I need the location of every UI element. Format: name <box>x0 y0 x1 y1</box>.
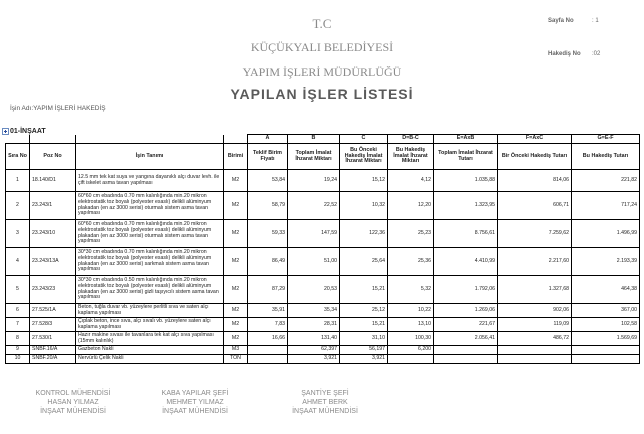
header-municipality: KÜÇÜKYALI BELEDİYESİ <box>250 40 394 54</box>
cell-bu-tutar <box>572 346 640 355</box>
cell-onceki-miktar: 3,921 <box>340 355 388 364</box>
cell-onceki-miktar: 15,12 <box>340 170 388 192</box>
cell-onceki-miktar: 10,32 <box>340 192 388 220</box>
cell-onceki-miktar: 122,36 <box>340 220 388 248</box>
cell-onceki-miktar: 25,64 <box>340 248 388 276</box>
cell-poz: 23.243/13A <box>30 248 76 276</box>
works-table-body <box>6 170 640 364</box>
cell-toplam-miktar: 22,52 <box>288 192 340 220</box>
cell-toplam-miktar: 35,34 <box>288 304 340 318</box>
cell-tanim: 60*60 cm ebadında 0.70 mm kalınlığında min.20 mikron elektrostatik toz boyalı (polyester esaslı) delikli alüminyum plakadan (en az 3000 serisi) oturmalı sistem asma tavan yapılması <box>76 192 224 220</box>
cell-sira: 1 <box>6 170 30 192</box>
cell-birim: TON <box>224 355 248 364</box>
cell-toplam-miktar: 62,397 <box>288 346 340 355</box>
table-row <box>6 248 640 276</box>
table-row <box>6 355 640 364</box>
cell-tanim: Hazır makine sıvası ile tavanlara tek kat alçı sıva yapılması (15mm kalınlık) <box>76 332 224 346</box>
cell-poz: SNBF.20/A <box>30 355 76 364</box>
signature-name: AHMET BERK <box>302 399 348 406</box>
signature-role: İNŞAAT MÜHENDİSİ <box>292 408 358 415</box>
cell-bu-tutar: 1.496,99 <box>572 220 640 248</box>
cell-tanim: Beton, tuğla duvar vb. yüzeylere perlitli sıva ve saten alçı kaplama yapılması <box>76 304 224 318</box>
table-row <box>6 220 640 248</box>
cell-birim: M2 <box>224 304 248 318</box>
cell-poz: 18.140/D1 <box>30 170 76 192</box>
table-row <box>6 304 640 318</box>
cell-toplam-miktar: 131,40 <box>288 332 340 346</box>
cell-tanim: 30*30 cm ebadında 0.50 mm kalınlığında min.20 mikron elektrostatik toz boyalı (polyester esaslı) delikli alüminyum plakadan (en az 3000 serisi) gizli taşıyıcılı sistem asma tavan yapılması <box>76 276 224 304</box>
cell-bu-tutar: 1.569,69 <box>572 332 640 346</box>
cell-bu-tutar <box>572 355 640 364</box>
cell-poz: 27.528/3 <box>30 318 76 332</box>
formula-cell: F=AxC <box>498 135 572 144</box>
cell-onceki-tutar: 814,06 <box>498 170 572 192</box>
cell-bu-miktar: 5,32 <box>388 276 434 304</box>
cell-bu-miktar: 4,12 <box>388 170 434 192</box>
cell-bu-miktar: 25,23 <box>388 220 434 248</box>
cell-onceki-tutar: 486,72 <box>498 332 572 346</box>
cell-onceki-miktar: 15,21 <box>340 276 388 304</box>
cell-sira: 5 <box>6 276 30 304</box>
cell-birim-fiyat: 35,91 <box>248 304 288 318</box>
cell-bu-miktar: 12,20 <box>388 192 434 220</box>
cell-bu-miktar: 13,10 <box>388 318 434 332</box>
hakedis-number-label: Hakediş No <box>548 51 581 57</box>
cell-birim-fiyat: 86,49 <box>248 248 288 276</box>
cell-toplam-tutar: 1.323,95 <box>434 192 498 220</box>
cell-birim: M2 <box>224 220 248 248</box>
cell-bu-tutar: 221,82 <box>572 170 640 192</box>
cell-toplam-tutar <box>434 355 498 364</box>
cell-tanim: Gazbeton Nakli <box>76 346 224 355</box>
formula-cell: D=B-C <box>388 135 434 144</box>
document-title: YAPILAN İŞLER LİSTESİ <box>230 86 414 102</box>
cell-poz: 23.243/1 <box>30 192 76 220</box>
cell-onceki-tutar: 1.327,68 <box>498 276 572 304</box>
cell-birim: M2 <box>224 248 248 276</box>
cell-tanim: 12.5 mm tek kat suya ve yangına dayanıklı alçı duvar levh. ile çift iskelet asma tavan yapılması <box>76 170 224 192</box>
signature-block-control <box>18 389 128 416</box>
cell-toplam-tutar: 4.410,99 <box>434 248 498 276</box>
page-number-label: Sayfa No <box>548 18 574 24</box>
cell-birim: M2 <box>224 192 248 220</box>
cell-sira: 7 <box>6 318 30 332</box>
table-row <box>6 170 640 192</box>
table-row <box>6 332 640 346</box>
cell-toplam-tutar: 1.035,88 <box>434 170 498 192</box>
works-table <box>5 134 640 364</box>
formula-cell: E=AxB <box>434 135 498 144</box>
cell-bu-miktar: 10,22 <box>388 304 434 318</box>
signature-title: KABA YAPILAR ŞEFİ <box>161 390 229 397</box>
cell-bu-tutar: 464,38 <box>572 276 640 304</box>
page-number-value: : 1 <box>592 18 599 24</box>
cell-sira: 6 <box>6 304 30 318</box>
cell-bu-tutar: 102,58 <box>572 318 640 332</box>
signature-block-rough-works <box>140 389 250 416</box>
cell-sira: 8 <box>6 332 30 346</box>
cell-onceki-tutar <box>498 355 572 364</box>
cell-onceki-tutar: 119,09 <box>498 318 572 332</box>
job-name: İşin Adı:YAPIM İŞLERİ HAKEDİŞ <box>10 105 106 112</box>
signature-block-site-chief <box>270 389 380 416</box>
formula-cell: B <box>288 135 340 144</box>
col-header-toplam-miktar: Toplam İmalat İhzarat Miktarı <box>288 144 340 170</box>
cell-tanim: 60*60 cm ebadında 0.70 mm kalınlığında min.20 mikron elektrostatik toz boyalı (polyester esaslı) delikli alüminyum plakadan (en az 3000 serisi) oturmalı sistem asma tavan yapılması <box>76 220 224 248</box>
table-row <box>6 192 640 220</box>
formula-cell: A <box>248 135 288 144</box>
cell-bu-miktar <box>388 355 434 364</box>
cell-toplam-tutar: 8.756,61 <box>434 220 498 248</box>
col-header-bu-miktar: Bu Hakediş İmalat İhzarat Miktarı <box>388 144 434 170</box>
cell-toplam-miktar: 147,59 <box>288 220 340 248</box>
cell-sira: 3 <box>6 220 30 248</box>
cell-tanim: 30*30 cm ebadında 0.70 mm kalınlığında min.20 mikron elektrostatik toz boyalı (polyester esaslı) delikli alüminyum plakadan (en az 3000 serisi) sarkmalı sistem asma tavan yapılması <box>76 248 224 276</box>
cell-onceki-miktar: 25,12 <box>340 304 388 318</box>
cell-toplam-miktar: 28,31 <box>288 318 340 332</box>
column-header-row <box>6 144 640 170</box>
cell-onceki-tutar: 7.259,62 <box>498 220 572 248</box>
col-header-poz: Poz No <box>30 144 76 170</box>
signature-role: İNŞAAT MÜHENDİSİ <box>40 408 106 415</box>
signature-name: HASAN YILMAZ <box>47 399 99 406</box>
cell-poz: 23.243/23 <box>30 276 76 304</box>
cell-sira: 9 <box>6 346 30 355</box>
cell-birim-fiyat <box>248 346 288 355</box>
cell-birim-fiyat: 53,84 <box>248 170 288 192</box>
cell-sira: 10 <box>6 355 30 364</box>
signature-role: İNŞAAT MÜHENDİSİ <box>162 408 228 415</box>
cell-tanim: Çıplak beton, ince sıva, alçı sıvalı vb. yüzeylere saten alçı kaplama yapılması <box>76 318 224 332</box>
cell-birim-fiyat: 59,33 <box>248 220 288 248</box>
cell-birim: M2 <box>224 170 248 192</box>
table-row <box>6 346 640 355</box>
cell-onceki-miktar: 15,21 <box>340 318 388 332</box>
cell-poz: 27.530/1 <box>30 332 76 346</box>
cell-onceki-tutar: 606,71 <box>498 192 572 220</box>
cell-poz: 23.243/10 <box>30 220 76 248</box>
formula-cell <box>30 135 76 144</box>
cell-toplam-tutar <box>434 346 498 355</box>
formula-cell: C <box>340 135 388 144</box>
header-tc: T.C <box>312 16 332 31</box>
formula-cell <box>224 135 248 144</box>
cell-toplam-tutar: 1.269,06 <box>434 304 498 318</box>
cell-birim-fiyat: 58,79 <box>248 192 288 220</box>
cell-onceki-tutar <box>498 346 572 355</box>
signature-name: MEHMET YILMAZ <box>166 399 224 406</box>
signature-title: ŞANTİYE ŞEFİ <box>301 390 349 397</box>
cell-onceki-miktar: 56,197 <box>340 346 388 355</box>
cell-birim-fiyat <box>248 355 288 364</box>
col-header-onceki-miktar: Bu Önceki Hakediş İmalat İhzarat Miktarı <box>340 144 388 170</box>
cell-toplam-miktar: 3,921 <box>288 355 340 364</box>
cell-poz: 27.525/1A <box>30 304 76 318</box>
cell-bu-tutar: 2.193,39 <box>572 248 640 276</box>
cell-birim: M2 <box>224 332 248 346</box>
cell-onceki-tutar: 902,06 <box>498 304 572 318</box>
cell-toplam-miktar: 51,00 <box>288 248 340 276</box>
col-header-bu-tutar: Bu Hakediş Tutarı <box>572 144 640 170</box>
col-header-toplam-tutar: Toplam İmalat İhzarat Tutarı <box>434 144 498 170</box>
cell-tanim: Nervürlü Çelik Nakli <box>76 355 224 364</box>
col-header-onceki-tutar: Bir Önceki Hakediş Tutarı <box>498 144 572 170</box>
header-directorate: YAPIM İŞLERİ MÜDÜRLÜĞÜ <box>242 65 402 79</box>
signature-title: KONTROL MÜHENDİSİ <box>35 390 111 397</box>
formula-row <box>6 135 640 144</box>
cell-poz: SNBF.16/A <box>30 346 76 355</box>
cell-bu-tutar: 367,00 <box>572 304 640 318</box>
cell-bu-miktar: 25,36 <box>388 248 434 276</box>
col-header-sira: Sıra No <box>6 144 30 170</box>
cell-birim: M3 <box>224 346 248 355</box>
cell-bu-miktar: 100,30 <box>388 332 434 346</box>
cell-toplam-tutar: 221,67 <box>434 318 498 332</box>
formula-cell <box>76 135 224 144</box>
cell-birim: M2 <box>224 276 248 304</box>
cell-birim: M2 <box>224 318 248 332</box>
cell-birim-fiyat: 87,29 <box>248 276 288 304</box>
cell-toplam-tutar: 1.792,06 <box>434 276 498 304</box>
hakedis-number-value: :02 <box>592 51 601 57</box>
table-row <box>6 318 640 332</box>
col-header-birim: Birimi <box>224 144 248 170</box>
cell-onceki-miktar: 31,10 <box>340 332 388 346</box>
cell-onceki-tutar: 2.217,60 <box>498 248 572 276</box>
table-row <box>6 276 640 304</box>
col-header-tanim: İşin Tanımı <box>76 144 224 170</box>
cell-toplam-tutar: 2.056,41 <box>434 332 498 346</box>
cell-sira: 2 <box>6 192 30 220</box>
cell-birim-fiyat: 7,83 <box>248 318 288 332</box>
cell-toplam-miktar: 19,24 <box>288 170 340 192</box>
cell-birim-fiyat: 16,66 <box>248 332 288 346</box>
cell-bu-tutar: 717,24 <box>572 192 640 220</box>
formula-cell <box>6 135 30 144</box>
col-header-birim-fiyat: Teklif Birim Fiyatı <box>248 144 288 170</box>
cell-sira: 4 <box>6 248 30 276</box>
cell-bu-miktar: 6,200 <box>388 346 434 355</box>
section-title: 01-İNŞAAT <box>10 127 46 135</box>
cell-toplam-miktar: 20,53 <box>288 276 340 304</box>
formula-cell: G=E-F <box>572 135 640 144</box>
